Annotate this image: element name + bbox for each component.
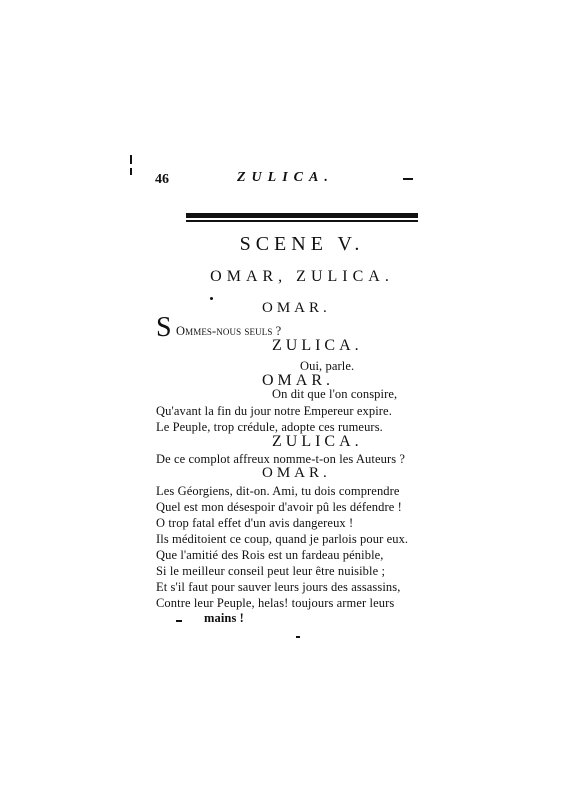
verse-line: Ommes-nous seuls ?	[176, 324, 282, 338]
drop-capital: S	[156, 312, 172, 343]
verse-line: Que l'amitié des Rois est un fardeau pénible,	[156, 548, 384, 562]
verse-line: Si le meilleur conseil peut leur être nuisible ;	[156, 564, 386, 578]
verse-line: Les Géorgiens, dit-on. Ami, tu dois comprendre	[156, 484, 400, 498]
ink-speck	[210, 297, 213, 300]
running-title: ZULICA.	[237, 170, 334, 185]
speaker-zulica: ZULICA.	[272, 337, 363, 354]
margin-mark	[130, 155, 133, 177]
page-header	[155, 170, 417, 192]
speaker-omar: OMAR.	[262, 465, 331, 481]
speaker-zulica: ZULICA.	[272, 433, 363, 450]
verse-line: Ils méditoient ce coup, quand je parlois pour eux.	[156, 532, 409, 546]
verse-line: Contre leur Peuple, helas! toujours armer leurs	[156, 596, 395, 610]
verse-line: O trop fatal effet d'un avis dangereux !	[156, 516, 354, 530]
verse-line: Quel est mon désespoir d'avoir pû les défendre !	[156, 500, 402, 514]
verse-line: De ce complot affreux nomme-t-on les Auteurs ?	[156, 452, 406, 466]
speaker-omar: OMAR.	[262, 372, 335, 389]
header-ornament	[403, 178, 413, 180]
page-number: 46	[155, 172, 169, 187]
header-rule	[186, 213, 418, 222]
verse-line: On dit que l'on conspire,	[272, 387, 398, 401]
verse-line: mains !	[204, 611, 244, 625]
verse-line: Qu'avant la fin du jour notre Empereur expire.	[156, 404, 392, 418]
scene-characters: OMAR, ZULICA.	[210, 268, 394, 285]
verse-line: Oui, parle.	[300, 359, 355, 373]
ink-speck	[296, 636, 300, 638]
speaker-omar: OMAR.	[262, 300, 331, 316]
verse-line: Le Peuple, trop crédule, adopte ces rumeurs.	[156, 420, 383, 434]
verse-line: Et s'il faut pour sauver leurs jours des assassins,	[156, 580, 401, 594]
scene-title: SCENE V.	[239, 233, 365, 255]
ink-speck	[176, 620, 182, 622]
